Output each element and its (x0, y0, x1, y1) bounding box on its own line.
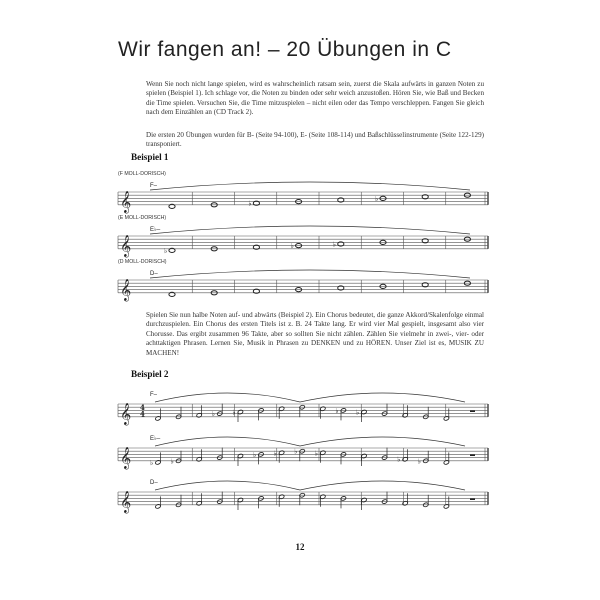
mode-label-eb-dorian: (E MOLL-DORISCH) (118, 215, 167, 221)
example-1-heading: Beispiel 1 (131, 152, 169, 162)
flat-icon: ♭ (314, 449, 319, 458)
half-rest (470, 498, 475, 500)
flat-icon: ♭ (170, 457, 174, 466)
chord-symbol: E♭– (150, 436, 161, 442)
mode-label-d-dorian: (D MOLL-DORISCH) (118, 259, 167, 265)
page-number: 12 (295, 542, 305, 552)
time-signature-bottom: 4 (140, 409, 145, 419)
slur (155, 481, 300, 490)
transpose-paragraph: Die ersten 20 Übungen wurden für B- (Seite 94-100), E- (Seite 108-114) und Baßschlüsselinstrumente (Seite 122-129) transponiert. (146, 131, 484, 149)
page-title: Wir fangen an! – 20 Übungen in C (118, 38, 452, 61)
flat-icon: ♭ (273, 449, 277, 458)
flat-icon: ♭ (164, 246, 168, 255)
flat-icon: ♭ (332, 240, 337, 249)
slur (150, 226, 470, 234)
treble-clef-icon: 𝄞 (120, 490, 132, 513)
example-2-heading: Beispiel 2 (131, 369, 169, 379)
flat-icon: ♭ (248, 199, 252, 208)
chord-symbol: E♭– (150, 227, 161, 233)
flat-icon: ♭ (150, 458, 154, 467)
half-rest (470, 454, 475, 456)
slur (150, 182, 470, 190)
treble-clef-icon: 𝄞 (120, 446, 132, 469)
chord-symbol: F– (150, 392, 158, 398)
chord-symbol: D– (150, 480, 158, 486)
intro-paragraph: Wenn Sie noch nicht lange spielen, wird es wahrscheinlich ratsam sein, zuerst die Skala aufwärts in ganzen Noten zu spielen (Beispiel 1). Ich schlage vor, die Noten zu binden oder sehr weich anzustoßen. Hören Sie, wie Baß und Becken die Time spielen. Versuchen Sie, die Time mitzuspielen – nicht eilen oder das Tempo verschleppen. Fangen Sie gleich nach dem Einzählen an (CD Track 2). (146, 80, 484, 117)
flat-icon: ♭ (335, 406, 339, 415)
chord-symbol: F– (150, 183, 158, 189)
mode-label-f-dorian: (F MOLL-DORISCH) (118, 171, 166, 177)
flat-icon: ♭ (232, 408, 236, 417)
treble-clef-icon: 𝄞 (120, 234, 132, 257)
slur (150, 270, 470, 278)
time-signature-top: 4 (140, 403, 145, 412)
flat-icon: ♭ (253, 450, 257, 459)
treble-clef-icon: 𝄞 (120, 278, 132, 301)
slur (300, 437, 465, 446)
flat-icon: ♭ (290, 242, 294, 251)
flat-icon: ♭ (397, 455, 401, 464)
half-rest (470, 410, 475, 412)
slur (300, 481, 465, 490)
chord-symbol: D– (150, 271, 158, 277)
middle-paragraph: Spielen Sie nun halbe Noten auf- und abwärts (Beispiel 2). Ein Chorus bedeutet, die ganze Akkord/Skalenfolge einmal durchzuspielen. Ein Chorus des ersten Titels ist z. B. 24 Takte lang. Er wird vier Mal gespielt, insgesamt also vier Chorusse. Das ergibt zusammen 96 Takte, aber so sollten Sie nicht zählen. Zählen Sie vielmehr in zwei-, vier- oder achttaktigen Phrasen. Lernen Sie, Musik in Phrasen zu DENKEN und zu HÖREN. Unser Ziel ist es, MUSIK ZU MACHEN! (146, 311, 484, 357)
flat-icon: ♭ (356, 408, 360, 417)
slur (300, 393, 465, 402)
slur (155, 393, 300, 402)
treble-clef-icon: 𝄞 (120, 190, 132, 213)
flat-icon: ♭ (375, 194, 379, 203)
treble-clef-icon: 𝄞 (120, 402, 132, 425)
flat-icon: ♭ (211, 410, 216, 419)
slur (155, 437, 300, 446)
flat-icon: ♭ (294, 447, 298, 456)
flat-icon: ♭ (417, 457, 422, 466)
